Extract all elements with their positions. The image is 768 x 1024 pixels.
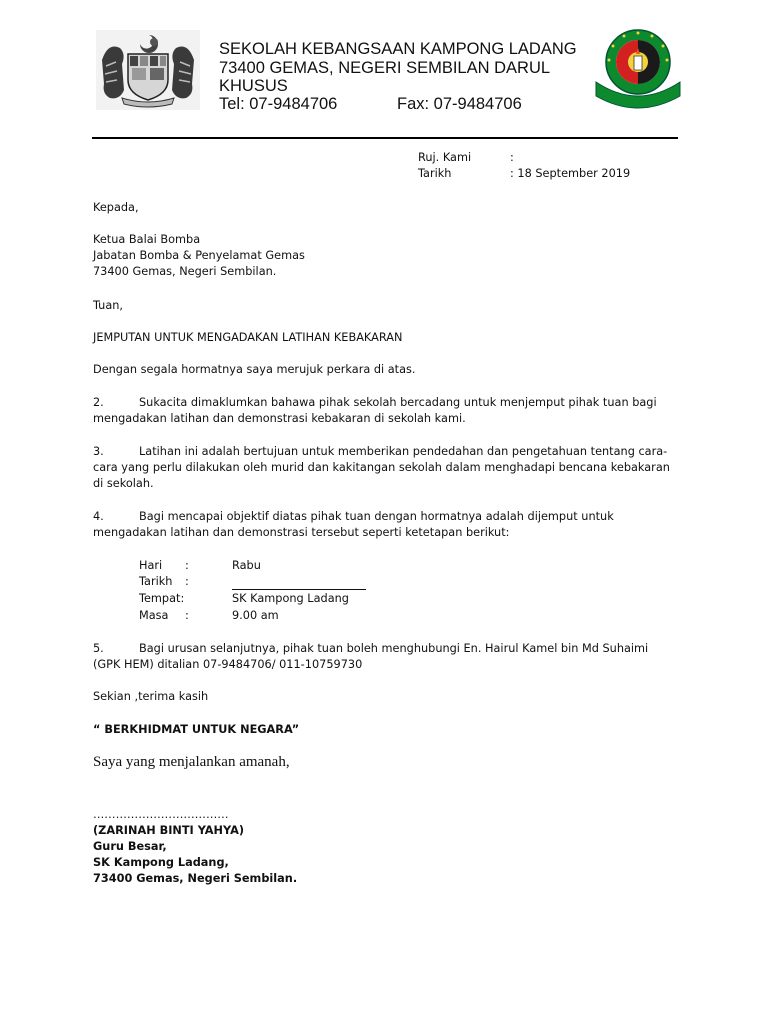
detail-tarikh-blank <box>232 574 366 590</box>
salutation: Tuan, <box>93 299 124 312</box>
recipient-line3: 73400 Gemas, Negeri Sembilan. <box>93 265 277 278</box>
header-divider <box>92 137 678 139</box>
recipient-line1: Ketua Balai Bomba <box>93 233 201 246</box>
ruj-label: Ruj. Kami <box>418 151 472 164</box>
detail-masa-label: Masa <box>139 609 169 622</box>
detail-hari-label: Hari <box>139 559 163 572</box>
school-tel: Tel: 07-9484706 <box>219 95 338 113</box>
para3-number: 3. <box>93 445 104 458</box>
para2-line2: mengadakan latihan dan demonstrasi kebakaran di sekolah kami. <box>93 412 466 425</box>
detail-tarikh-label: Tarikh <box>139 575 173 588</box>
school-name: SEKOLAH KEBANGSAAN KAMPONG LADANG <box>219 40 577 58</box>
closing-thanks: Sekian ,terima kasih <box>93 690 209 703</box>
school-crest-logo <box>592 26 684 110</box>
para4-number: 4. <box>93 510 104 523</box>
closing-motto: “ BERKHIDMAT UNTUK NEGARA” <box>93 723 300 736</box>
tarikh-label: Tarikh <box>418 167 452 180</box>
para5-line1: Bagi urusan selanjutnya, pihak tuan boleh menghubungi En. Hairul Kamel bin Md Suhaimi <box>139 642 649 655</box>
tarikh-value: : 18 September 2019 <box>510 167 631 180</box>
para3-line1: Latihan ini adalah bertujuan untuk memberikan pendedahan dan pengetahuan tentang cara- <box>139 445 668 458</box>
detail-masa-value: 9.00 am <box>232 609 279 622</box>
signatory-school: SK Kampong Ladang, <box>93 856 229 869</box>
closing-amanah: Saya yang menjalankan amanah, <box>93 754 290 770</box>
detail-tempat-value: SK Kampong Ladang <box>232 592 349 605</box>
kepada: Kepada, <box>93 201 139 214</box>
signatory-name: (ZARINAH BINTI YAHYA) <box>93 824 244 837</box>
detail-tempat-label: Tempat: <box>139 592 185 605</box>
signature-dots: ……………………………… <box>93 808 229 821</box>
coat-of-arms-logo <box>96 30 200 110</box>
detail-hari-value: Rabu <box>232 559 261 572</box>
para3-line3: di sekolah. <box>93 477 154 490</box>
para4-line2: mengadakan latihan dan demonstrasi tersebut seperti ketetapan berikut: <box>93 526 510 539</box>
school-address-line2: KHUSUS <box>219 77 288 95</box>
signatory-address: 73400 Gemas, Negeri Sembilan. <box>93 872 298 885</box>
para2-line1: Sukacita dimaklumkan bahawa pihak sekolah bercadang untuk menjemput pihak tuan bagi <box>139 396 657 409</box>
para4-line1: Bagi mencapai objektif diatas pihak tuan dengan hormatnya adalah dijemput untuk <box>139 510 614 523</box>
recipient-line2: Jabatan Bomba & Penyelamat Gemas <box>93 249 305 262</box>
intro-paragraph: Dengan segala hormatnya saya merujuk perkara di atas. <box>93 363 416 376</box>
school-fax: Fax: 07-9484706 <box>397 95 522 113</box>
para5-line2: (GPK HEM) ditalian 07-9484706/ 011-10759730 <box>93 658 363 671</box>
detail-hari-colon: : <box>185 559 189 572</box>
detail-masa-colon: : <box>185 609 189 622</box>
school-address-line1: 73400 GEMAS, NEGERI SEMBILAN DARUL <box>219 59 551 77</box>
para3-line2: cara yang perlu dilakukan oleh murid dan kakitangan sekolah dalam menghadapi bencana kebakaran <box>93 461 670 474</box>
subject: JEMPUTAN UNTUK MENGADAKAN LATIHAN KEBAKARAN <box>93 331 403 344</box>
signatory-title: Guru Besar, <box>93 840 167 853</box>
para2-number: 2. <box>93 396 104 409</box>
para5-number: 5. <box>93 642 104 655</box>
ruj-value: : <box>510 151 514 164</box>
detail-tarikh-colon: : <box>185 575 189 588</box>
